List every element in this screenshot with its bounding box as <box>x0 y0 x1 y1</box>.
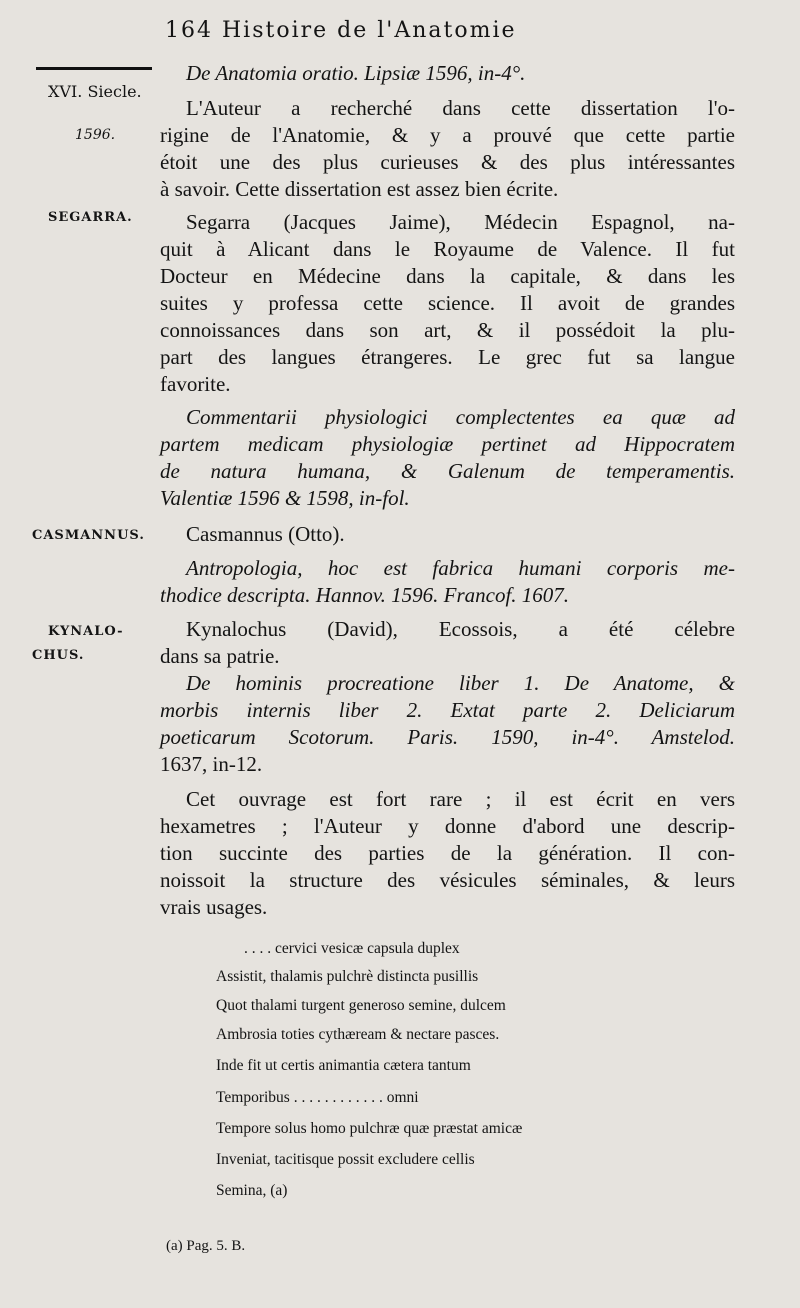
text-line: Antropologia, hoc est fabrica humani corporis me- <box>186 556 735 580</box>
text-line: hexametres ; l'Auteur y donne d'abord une descrip- <box>160 814 735 838</box>
margin-note-segarra: SEGARRA. <box>48 210 133 225</box>
margin-note-kynalochus-cont: CHUS. <box>32 648 85 663</box>
text-line: noissoit la structure des vésicules séminales, & leurs <box>160 868 735 892</box>
footnote: (a) Pag. 5. B. <box>166 1238 246 1254</box>
text-line: Valentiæ 1596 & 1598, in-fol. <box>160 486 410 510</box>
text-line: Cet ouvrage est fort rare ; il est écrit en vers <box>186 787 735 811</box>
running-header: 164 Histoire de l'Anatomie <box>165 18 517 43</box>
text-line: à savoir. Cette dissertation est assez bien écrite. <box>160 177 559 201</box>
text-line: De Anatomia oratio. Lipsiæ 1596, in-4°. <box>186 61 526 85</box>
verse-line: Temporibus . . . . . . . . . . . . omni <box>216 1089 419 1106</box>
verse-line: Ambrosia toties cythæream & nectare pasces. <box>216 1026 500 1043</box>
margin-note-kynalochus: KYNALO- <box>48 624 124 639</box>
text-line: Kynalochus (David), Ecossois, a été célebre <box>186 617 735 641</box>
margin-note-casmannus: CASMANNUS. <box>32 528 145 543</box>
verse-line: Tempore solus homo pulchræ quæ præstat amicæ <box>216 1120 523 1137</box>
margin-note-year: 1596. <box>75 127 116 143</box>
text-line: morbis internis liber 2. Extat parte 2. Deliciarum <box>160 698 735 722</box>
text-line: favorite. <box>160 372 231 396</box>
text-line: De hominis procreatione liber 1. De Anatome, & <box>186 671 735 695</box>
verse-line: Inveniat, tacitisque possit excludere cellis <box>216 1151 475 1168</box>
text-line: connoissances dans son art, & il possédoit la plu- <box>160 318 735 342</box>
text-line: rigine de l'Anatomie, & y a prouvé que cette partie <box>160 123 735 147</box>
verse-line: Inde fit ut certis animantia cætera tantum <box>216 1057 471 1074</box>
text-line: poeticarum Scotorum. Paris. 1590, in-4°. Amstelod. <box>160 725 735 749</box>
text-line: 1637, in-12. <box>160 752 263 776</box>
text-line: L'Auteur a recherché dans cette dissertation l'o- <box>186 96 735 120</box>
verse-line: . . . . cervici vesicæ capsula duplex <box>244 940 460 957</box>
text-line: de natura humana, & Galenum de temperamentis. <box>160 459 735 483</box>
text-line: dans sa patrie. <box>160 644 280 668</box>
text-line: vrais usages. <box>160 895 268 919</box>
verse-line: Assistit, thalamis pulchrè distincta pusillis <box>216 968 479 985</box>
text-line: partem medicam physiologiæ pertinet ad Hippocratem <box>160 432 735 456</box>
text-line: tion succinte des parties de la génération. Il con- <box>160 841 735 865</box>
text-line: Commentarii physiologici complectentes ea quæ ad <box>186 405 735 429</box>
text-line: suites y professa cette science. Il avoit de grandes <box>160 291 735 315</box>
margin-note-century: XVI. Siecle. <box>48 82 142 101</box>
verse-line: Semina, (a) <box>216 1182 288 1199</box>
text-line: quit à Alicant dans le Royaume de Valence. Il fut <box>160 237 735 261</box>
text-line: part des langues étrangeres. Le grec fut sa langue <box>160 345 735 369</box>
text-line: étoit une des plus curieuses & des plus intéressantes <box>160 150 735 174</box>
text-line: Docteur en Médecine dans la capitale, & dans les <box>160 264 735 288</box>
text-line: Segarra (Jacques Jaime), Médecin Espagnol, na- <box>186 210 735 234</box>
verse-line: Quot thalami turgent generoso semine, dulcem <box>216 997 506 1014</box>
text-line: Casmannus (Otto). <box>186 522 345 546</box>
margin-rule <box>36 67 152 70</box>
text-line: thodice descripta. Hannov. 1596. Francof. 1607. <box>160 583 570 607</box>
